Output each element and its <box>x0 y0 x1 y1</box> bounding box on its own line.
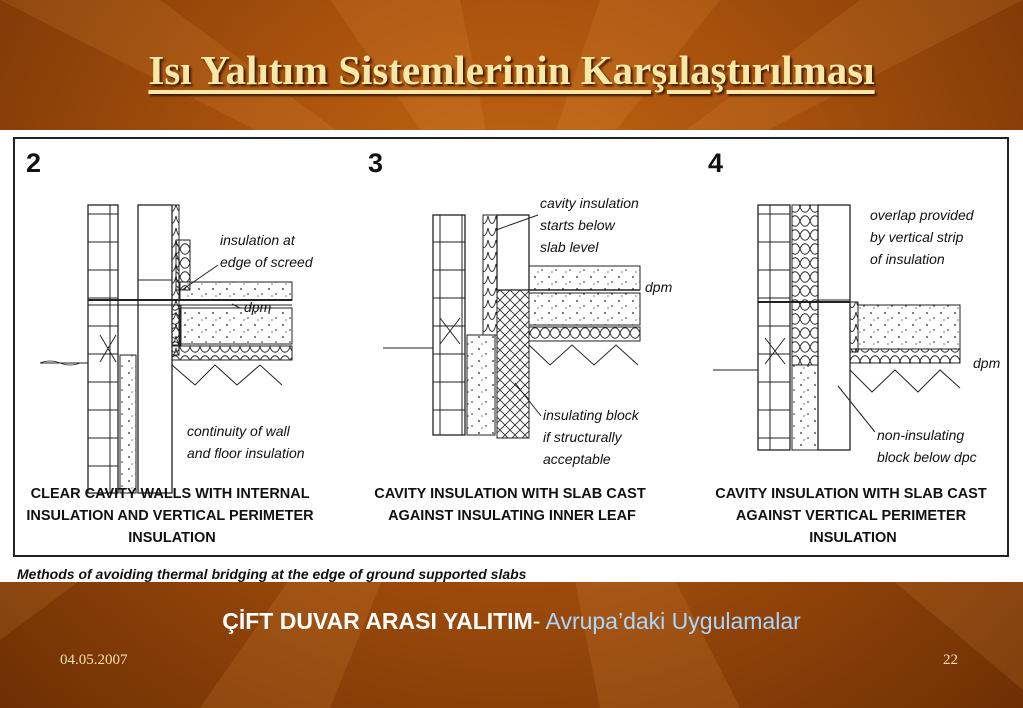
diagram-2-note-bottom: continuity of wall and floor insulation <box>187 423 305 461</box>
figure-panel <box>0 130 1023 582</box>
slide-subtitle <box>0 608 1023 635</box>
diagram-3-note-top: cavity insulation starts below slab level <box>540 195 639 255</box>
diagram-4-number: 4 <box>708 148 724 178</box>
subtitle-bold: ÇİFT DUVAR ARASI YALITIM <box>222 608 533 634</box>
diagram-3-number: 3 <box>368 148 384 178</box>
diagram-2-caption: CLEAR CAVITY WALLS WITH INTERNAL INSULATION AND VERTICAL PERIMETER INSULATION <box>26 486 314 546</box>
diagram-4-note-bottom: non-insulating block below dpc <box>877 427 977 465</box>
diagram-3-caption: CAVITY INSULATION WITH SLAB CAST AGAINST INSULATING INNER LEAF <box>374 486 646 524</box>
figure-caption: Methods of avoiding thermal bridging at the edge of ground supported slabs <box>17 566 527 582</box>
subtitle-rest: Avrupa’daki Uygulamalar <box>545 608 801 634</box>
diagram-3-note-bottom: insulating block if structurally acceptable <box>543 407 639 467</box>
diagram-4-caption: CAVITY INSULATION WITH SLAB CAST AGAINST VERTICAL PERIMETER INSULATION <box>715 486 987 546</box>
diagram-2-note-top: insulation at edge of screed <box>220 232 313 270</box>
diagram-2-dpm-label: dpm <box>244 299 272 315</box>
slide-title: Isı Yalıtım Sistemlerinin Karşılaştırılması <box>148 47 875 93</box>
diagram-4-note-top: overlap provided by vertical strip of insulation <box>870 207 974 267</box>
slide-page-number: 22 <box>943 652 958 668</box>
diagram-2 <box>26 148 318 546</box>
diagram-3-dpm-label: dpm <box>645 279 673 295</box>
diagram-4-dpm-label: dpm <box>973 355 1001 371</box>
diagram-3 <box>368 148 673 524</box>
slide-date: 04.05.2007 <box>60 652 128 668</box>
subtitle-separator: - <box>532 608 546 634</box>
diagram-2-number: 2 <box>26 148 42 178</box>
diagram-4 <box>708 148 1001 546</box>
thermal-bridging-figure <box>0 130 1023 582</box>
